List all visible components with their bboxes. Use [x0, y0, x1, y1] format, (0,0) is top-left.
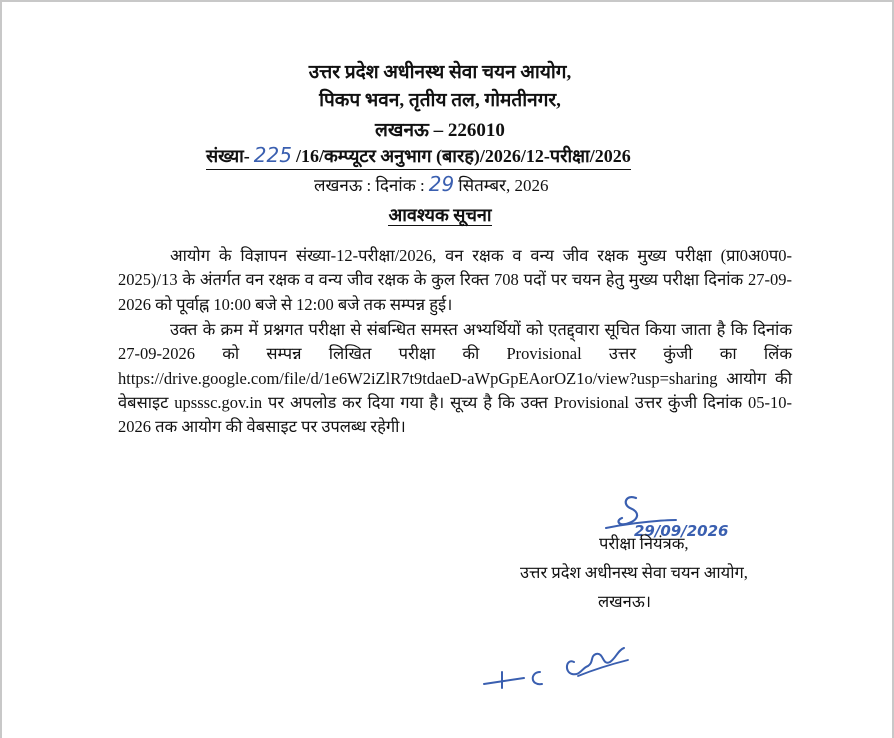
notice-subject-text: आवश्यक सूचना [388, 205, 492, 225]
header-line-3: लखनऊ – 226010 [375, 120, 505, 141]
date-handwritten-day: 29 [428, 172, 455, 196]
signatory-city: लखनऊ। [598, 592, 652, 611]
date-label: दिनांक : [375, 176, 425, 195]
date-line [314, 172, 548, 196]
signatory-organization: उत्तर प्रदेश अधीनस्थ सेवा चयन आयोग, [520, 563, 748, 582]
reference-handwritten-number: 225 [253, 143, 292, 167]
header-line-1: उत्तर प्रदेश अधीनस्थ सेवा चयन आयोग, [308, 62, 572, 83]
signatory-title: परीक्षा नियंत्रक, [599, 534, 689, 553]
reference-suffix: /16/कम्प्यूटर अनुभाग (बारह)/2026/12-परीक्षा/2026 [295, 146, 631, 166]
header-line-2: पिकप भवन, तृतीय तल, गोमतीनगर, [319, 90, 561, 111]
notice-paragraph-1 [118, 244, 792, 317]
signature-date: 29/09/2026 [634, 522, 729, 540]
notice-subject [0, 203, 880, 227]
paragraph-1-text: आयोग के विज्ञापन संख्या-12-परीक्षा/2026, वन रक्षक व वन्य जीव रक्षक मुख्य परीक्षा (प्रा0अ0प0-2025)/13 के अंतर्गत वन रक्षक व वन्य जीव रक्षक के कुल रिक्त 708 पदों पर चयन हेतु मुख्य परीक्षा दिनांक 27-09-2026 को पूर्वाह्न 10:00 बजे से 12:00 बजे तक सम्पन्न हुई। [118, 246, 792, 314]
notice-paragraph-2 [118, 318, 792, 439]
paragraph-2-text: उक्त के क्रम में प्रश्नगत परीक्षा से संबन्धित समस्त अभ्यर्थियों को एतद्द्वारा सूचित किया जाता है कि दिनांक 27-09-2026 को सम्पन्न लिखित परीक्षा की Provisional उत्तर कुंजी का लिंक https://drive.google.com/file/d/1e6W2iZlR7t9tdaeD-aWpGpEAorOZ1o/view?usp=sharing आयोग की वेबसाइट upsssc.gov.in पर अपलोड कर दिया गया है। सूच्य है कि उक्त Provisional उत्तर कुंजी दिनांक 05-10-2026 तक आयोग की वेबसाइट पर उपलब्ध रहेगी। [118, 320, 792, 437]
date-rest: सितम्बर, 2026 [458, 176, 549, 195]
date-place: लखनऊ : [314, 176, 372, 195]
reference-number [206, 143, 631, 170]
page-edge-top [0, 0, 894, 2]
reference-prefix: संख्या- [206, 146, 250, 166]
handwritten-initials [478, 632, 638, 702]
